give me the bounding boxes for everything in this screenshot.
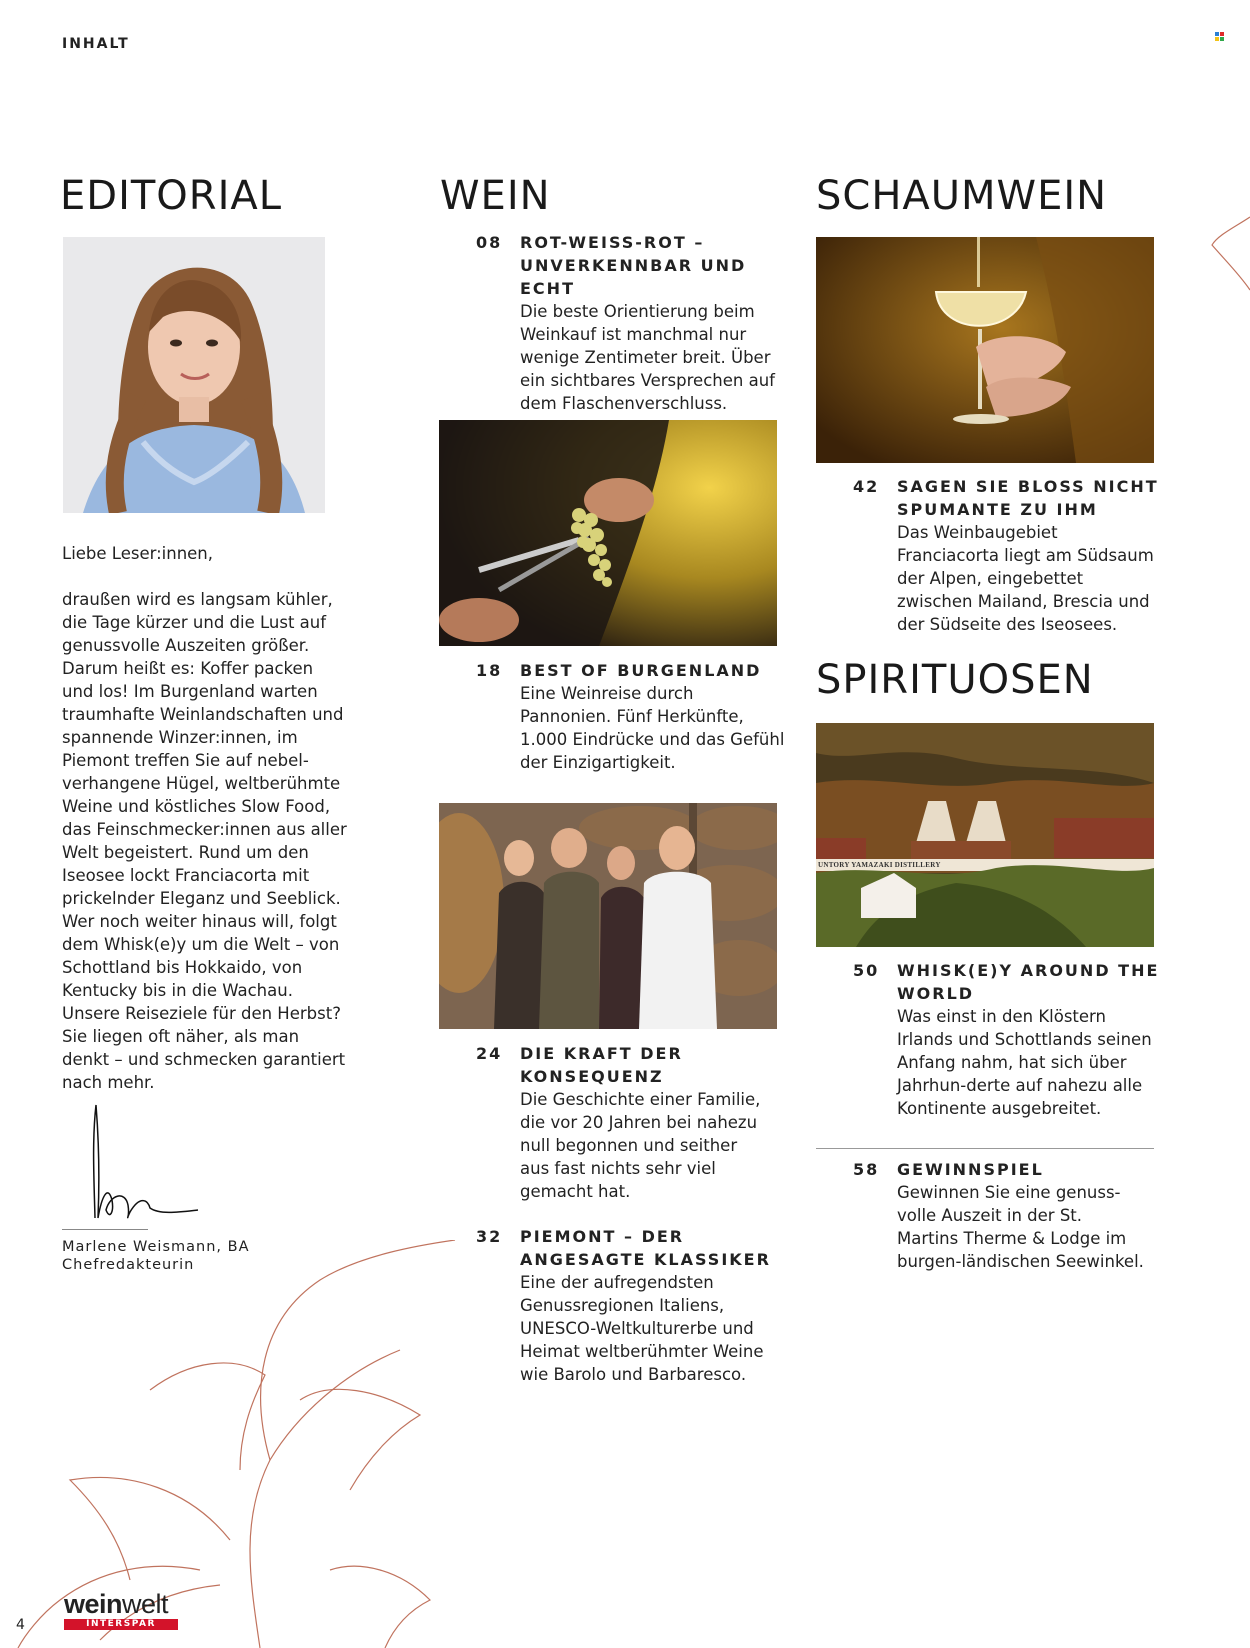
winery-family-photo	[439, 803, 777, 1029]
toc-title: BEST OF BURGENLAND	[520, 661, 762, 680]
color-marker-icon	[1215, 32, 1224, 41]
toc-page-number: 42	[853, 477, 880, 496]
letter-paragraph: draußen wird es langsam kühler, die Tage kürzer und die Lust auf genussvolle Auszeiten größer. Darum heißt es: Koffer packen und los! Im Burgenland warten traumhafte Weinlandschaften und spannende Winzer:innen, im Piemont treffen Sie auf nebel-verhangene Hügel, weltberühmte Weine und köstliches Slow Food, das Feinschmecker:innen aus aller Welt begeistert. Rund um den Iseosee lockt Franciacorta mit prickelnder Eleganz und Seeblick. Wer noch weiter hinaus will, folgt dem Whisk(e)y um die Welt – von Schottland bis Hokkaido, von Kentucky bis in die Wachau. Unsere Reiseziele für den Herbst? Sie liegen oft näher, als man denkt – und schmecken garantiert nach mehr.	[62, 590, 347, 1092]
toc-title: GEWINNSPIEL	[897, 1160, 1044, 1179]
toc-title: ROT-WEISS-ROT – UNVERKENNBAR UND ECHT	[520, 233, 747, 298]
signature-line	[62, 1229, 148, 1230]
toc-description: Gewinnen Sie eine genuss-volle Auszeit in der St. Martins Therme & Lodge im burgen-ländischen Seewinkel.	[897, 1183, 1144, 1271]
toc-page-number: 50	[853, 961, 880, 980]
sparkling-wine-photo	[816, 237, 1154, 463]
portrait-photo	[63, 237, 325, 513]
toc-page-number: 08	[476, 233, 503, 252]
toc-description: Eine Weinreise durch Pannonien. Fünf Herkünfte, 1.000 Eindrücke und das Gefühl der Einzigartigkeit.	[520, 684, 785, 772]
editorial-letter	[62, 542, 347, 1117]
toc-page-number: 24	[476, 1044, 503, 1063]
wein-heading: WEIN	[440, 173, 551, 219]
grape-harvest-photo	[439, 420, 777, 646]
logo-interspar-bar: INTERSPAR	[64, 1619, 178, 1630]
signature-role: Chefredakteurin	[62, 1257, 195, 1273]
logo-light: welt	[122, 1589, 169, 1619]
leaf-edge-decoration	[1210, 215, 1250, 295]
vine-leaf-decoration	[0, 1240, 480, 1648]
editorial-heading: EDITORIAL	[60, 173, 283, 219]
page-number: 4	[16, 1617, 25, 1633]
toc-description: Die Geschichte einer Familie, die vor 20 Jahren bei nahezu null begonnen und seither aus fast nichts sehr viel gemacht hat.	[520, 1090, 761, 1201]
logo-bold: wein	[64, 1589, 123, 1619]
toc-page-number: 18	[476, 661, 503, 680]
distillery-sign: UNTORY YAMAZAKI DISTILLERY	[818, 861, 941, 869]
toc-description: Das Weinbaugebiet Franciacorta liegt am Südsaum der Alpen, eingebettet zwischen Mailand, Brescia und der Südseite des Iseosees.	[897, 523, 1154, 634]
letter-greeting: Liebe Leser:innen,	[62, 544, 214, 563]
toc-page-number: 58	[853, 1160, 880, 1179]
toc-title: WHISK(E)Y AROUND THE WORLD	[897, 961, 1160, 1003]
toc-title: PIEMONT – DER ANGESAGTE KLASSIKER	[520, 1227, 771, 1269]
toc-page-number: 32	[476, 1227, 503, 1246]
signature-name: Marlene Weismann, BA	[62, 1239, 250, 1255]
section-divider	[816, 1148, 1154, 1149]
weinwelt-logo	[64, 1590, 178, 1630]
toc-title: SAGEN SIE BLOSS NICHT SPUMANTE ZU IHM	[897, 477, 1159, 519]
toc-description: Die beste Orientierung beim Weinkauf ist manchmal nur wenige Zentimeter breit. Über ein sichtbares Versprechen auf dem Flaschenverschluss.	[520, 302, 775, 413]
toc-title: DIE KRAFT DER KONSEQUENZ	[520, 1044, 683, 1086]
signature-image	[70, 1100, 210, 1230]
signature-block	[62, 1238, 250, 1274]
section-kicker: INHALT	[62, 36, 130, 52]
spirituosen-heading: SPIRITUOSEN	[816, 657, 1094, 703]
toc-description: Eine der aufregendsten Genussregionen Italiens, UNESCO-Weltkulturerbe und Heimat weltberühmter Weine wie Barolo und Barbaresco.	[520, 1273, 764, 1384]
distillery-photo	[816, 723, 1154, 947]
schaumwein-heading: SCHAUMWEIN	[816, 173, 1108, 219]
toc-description: Was einst in den Klöstern Irlands und Schottlands seinen Anfang nahm, hat sich über Jahrhun-derte auf nahezu alle Kontinente ausgebreitet.	[897, 1007, 1152, 1118]
